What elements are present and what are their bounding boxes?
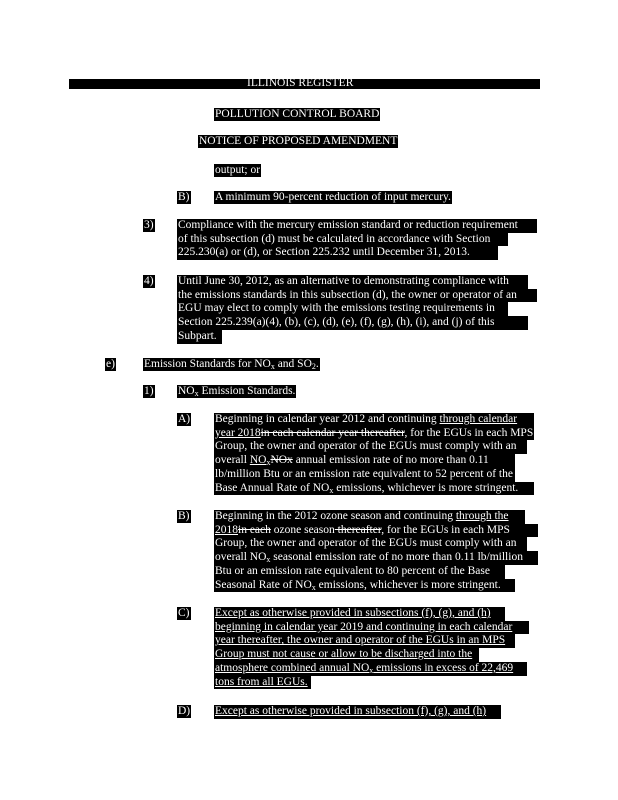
para-b-line-1: Beginning in the 2012 ozone season and continuing through the	[214, 510, 525, 524]
para-d-line-1: Except as otherwise provided in subsection (f), (g), and (h)	[214, 705, 501, 719]
section-e-title-b: and SO	[274, 358, 312, 370]
item-4-label: 4)	[144, 275, 154, 287]
item-3-paragraph	[177, 219, 537, 260]
para-a-line-2: year 2018in each calendar year thereafter, for the EGUs in each MPS	[215, 426, 534, 439]
para-d	[214, 705, 504, 719]
item-b-text: A minimum 90-percent reduction of input mercury.	[215, 191, 451, 203]
para-a-line-4: overall $NO_xNOx$ annual emission rate of no more than 0.11	[214, 454, 515, 468]
item-3-line: of this subsection (d) must be calculated in accordance with Section	[177, 233, 508, 247]
para-c-line-3: year thereafter, the owner and operator of the EGUs in an MPS	[214, 634, 515, 648]
section-e-title-c: .	[315, 358, 319, 370]
item-b-label: B)	[178, 191, 190, 203]
sub-1-title	[177, 385, 296, 398]
para-b-line-5: Btu or an emission rate equivalent to 80 percent of the Base	[214, 565, 505, 579]
section-e-label: e)	[106, 358, 115, 370]
sub-1-title-b: Emission Standards.	[198, 385, 296, 397]
para-b-line-3: Group, the owner and operator of the EGUs must comply with an	[214, 537, 527, 551]
para-c-line-2: beginning in calendar year 2019 and continuing in each calendar	[214, 621, 529, 635]
para-a-line-3: Group, the owner and operator of the EGUs must comply with an	[214, 440, 527, 454]
item-3-line: Compliance with the mercury emission standard or reduction requirement	[177, 219, 537, 233]
para-b-line-6: Seasonal Rate of $NO_x$ emissions, whichever is more stringent.	[214, 579, 515, 593]
notice-title: NOTICE OF PROPOSED AMENDMENT	[199, 135, 398, 147]
sub-1-title-a: NO	[178, 385, 195, 397]
section-e-sub2: 2	[311, 362, 316, 371]
para-a	[214, 413, 534, 495]
item-4-line: Section 225.239(a)(4), (b), (c), (d), (e), (f), (g), (h), (i), and (j) of this	[177, 316, 528, 330]
para-d-label: D)	[178, 705, 191, 717]
item-4-line: Until June 30, 2012, as an alternative to demonstrating compliance with	[177, 275, 528, 289]
sub-1-sub: x	[194, 389, 199, 398]
para-c-label: C)	[178, 607, 190, 619]
para-a-line-6: Base Annual Rate of $NO_x$ emissions, whichever is more stringent.	[214, 482, 534, 496]
para-c-line-5: atmosphere combined annual $NO_x$ emissions in excess of 22,469	[214, 662, 527, 676]
para-b	[214, 510, 538, 592]
register-title: ILLINOIS REGISTER	[247, 77, 354, 89]
item-4-line: Subpart.	[177, 330, 222, 344]
para-a-line-1: Beginning in calendar year 2012 and continuing through calendar	[214, 413, 534, 427]
item-3-line: 225.230(a) or (d), or Section 225.232 until December 31, 2013.	[177, 246, 498, 260]
section-e-sub1: x	[270, 362, 275, 371]
para-c	[214, 607, 530, 689]
para-b-line-4: overall $NO_x$ seasonal emission rate of no more than 0.11 lb/million	[214, 551, 538, 565]
board-title: POLLUTION CONTROL BOARD	[215, 108, 380, 120]
sub-1-label: 1)	[144, 385, 154, 397]
para-c-line-1: Except as otherwise provided in subsections (f), (g), and (h)	[214, 607, 505, 621]
output-fragment: output; or	[215, 164, 261, 176]
para-c-line-6: tons from all EGUs.	[214, 676, 311, 690]
item-4-line: the emissions standards in this subsection (d), the owner or operator of an	[177, 289, 537, 303]
para-b-label: B)	[178, 510, 190, 522]
item-4-line: EGU may elect to comply with the emissions testing requirements in	[177, 302, 508, 316]
para-b-line-2: 2018in each ozone season thereafter, for the EGUs in each MPS	[214, 524, 538, 538]
section-e-title	[143, 358, 320, 371]
para-a-label: A)	[178, 413, 191, 425]
item-4-paragraph	[177, 275, 537, 344]
section-e-title-a: Emission Standards for NO	[144, 358, 271, 370]
para-a-line-5: lb/million Btu or an emission rate equivalent to 52 percent of the	[214, 468, 515, 482]
para-c-line-4: Group must not cause or allow to be discharged into the	[214, 648, 479, 662]
item-3-label: 3)	[144, 219, 154, 231]
